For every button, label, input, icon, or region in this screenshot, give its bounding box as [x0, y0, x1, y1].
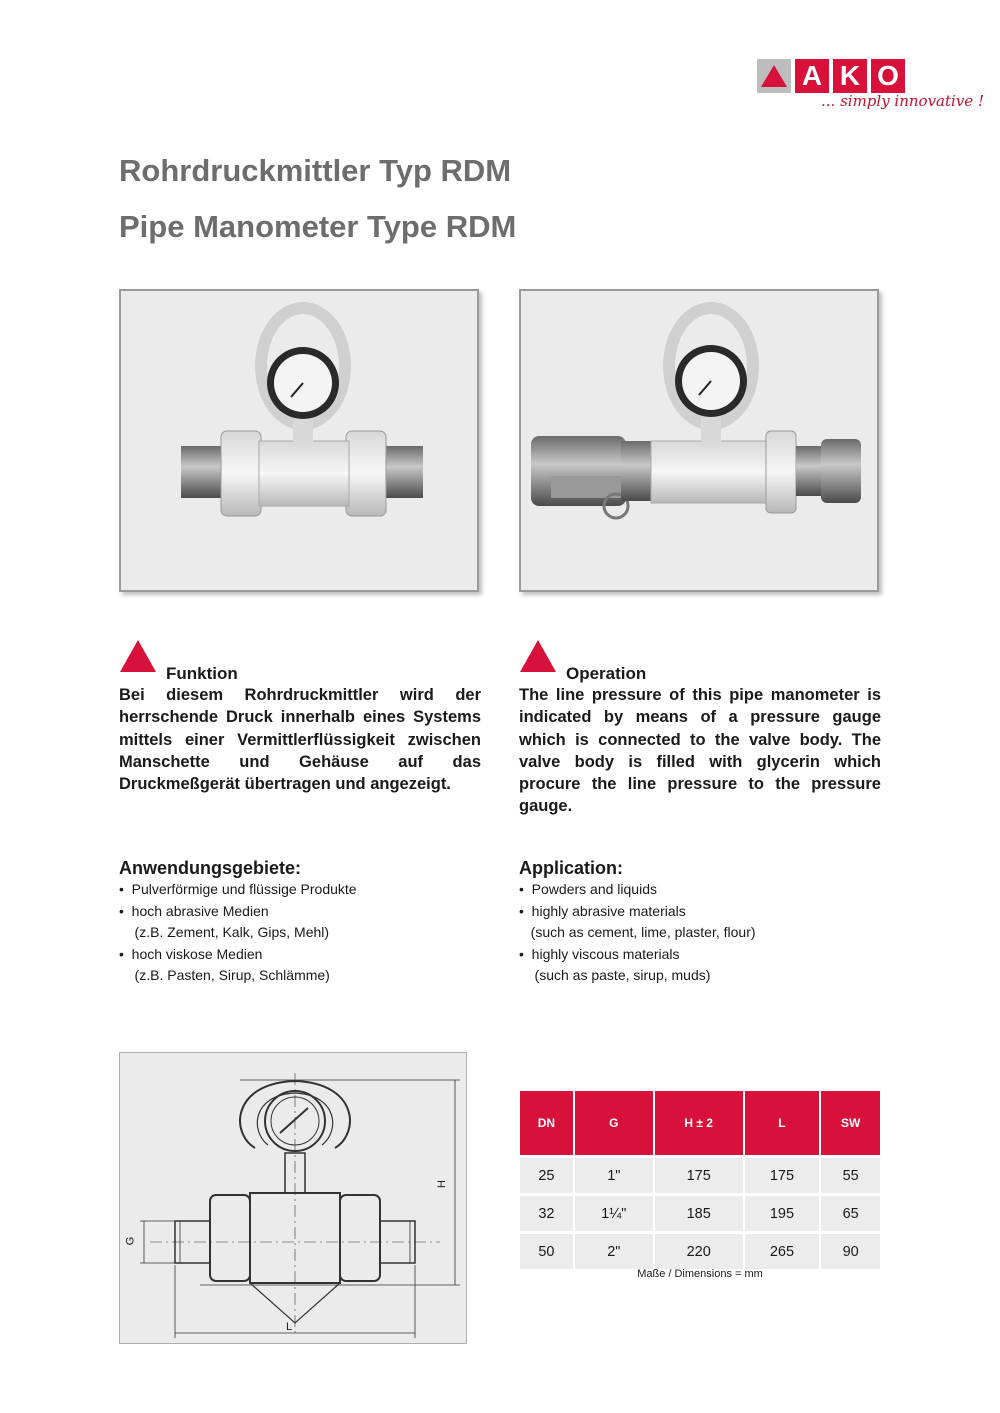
- logo-triangle-icon: [757, 59, 791, 93]
- warning-triangle-icon: [120, 640, 156, 672]
- table-row: [520, 1195, 880, 1233]
- table-footnote: Maße / Dimensions = mm: [637, 1268, 763, 1280]
- function-heading: Funktion: [166, 664, 238, 683]
- list-item: • highly viscous materials: [519, 945, 680, 962]
- list-item: (z.B. Zement, Kalk, Gips, Mehl): [119, 924, 330, 940]
- table-cell: 1": [574, 1157, 654, 1195]
- title-english: Pipe Manometer Type RDM: [119, 209, 517, 244]
- table-cell: 32: [520, 1195, 574, 1233]
- application-list-de: [119, 879, 357, 987]
- table-header-row: [520, 1091, 880, 1157]
- application-heading-en: Application:: [519, 858, 623, 878]
- column-header-dn: DN: [520, 1091, 574, 1157]
- table-cell: 175: [654, 1157, 744, 1195]
- ako-logo: [757, 59, 984, 119]
- title-german: Rohrdruckmittler Typ RDM: [119, 153, 512, 188]
- list-item: • Powders and liquids: [519, 881, 657, 897]
- dimension-label-g: G: [124, 1236, 137, 1246]
- table-row: [520, 1233, 880, 1270]
- table-row: [520, 1157, 880, 1195]
- column-header-sw: SW: [820, 1091, 880, 1157]
- list-item: • highly abrasive materials: [519, 902, 686, 919]
- list-item: (such as cement, lime, plaster, flour): [519, 924, 756, 940]
- table-cell: 185: [654, 1195, 744, 1233]
- table-cell: 90: [820, 1233, 880, 1270]
- table-cell: 220: [654, 1233, 744, 1270]
- product-photo-plain: [119, 289, 479, 592]
- dimension-label-l: L: [286, 1321, 293, 1333]
- column-header-l: L: [744, 1091, 821, 1157]
- table-cell: 2": [574, 1233, 654, 1270]
- column-header-h: H ± 2: [654, 1091, 744, 1157]
- operation-text: The line pressure of this pipe manometer is indicated by means of a pressure gauge which is connected to the valve body. The valve body is filled with glycerin which procure the line pressure to the pressure gauge.: [519, 686, 881, 816]
- logo-tagline: ... simply innovative !: [821, 92, 984, 110]
- logo-letter-o: O: [871, 59, 905, 93]
- application-list-en: [519, 879, 756, 987]
- table-cell: 25: [520, 1157, 574, 1195]
- list-item: • hoch abrasive Medien: [119, 902, 269, 919]
- column-header-g: G: [574, 1091, 654, 1157]
- application-heading-de: Anwendungsgebiete:: [119, 858, 302, 878]
- table-cell: 175: [744, 1157, 821, 1195]
- logo-letter-k: K: [833, 59, 867, 93]
- technical-drawing: [119, 1052, 467, 1344]
- table-cell: 195: [744, 1195, 821, 1233]
- operation-heading: Operation: [566, 664, 647, 683]
- table-cell: 65: [820, 1195, 880, 1233]
- table-cell: 50: [520, 1233, 574, 1270]
- warning-triangle-icon: [520, 640, 556, 672]
- table-cell: 265: [744, 1233, 821, 1270]
- dimension-label-h: H: [435, 1180, 448, 1188]
- list-item: (such as paste, sirup, muds): [519, 967, 711, 983]
- list-item: • Pulverförmige und flüssige Produkte: [119, 881, 357, 897]
- product-photo-coupling: [519, 289, 879, 592]
- list-item: • hoch viskose Medien: [119, 945, 263, 962]
- list-item: (z.B. Pasten, Sirup, Schlämme): [119, 967, 330, 983]
- table-cell: 1¼": [574, 1195, 654, 1233]
- function-text: Bei diesem Rohrdruckmittler wird der herrschende Druck innerhalb eines Systems mittels einer Vermittlerflüssigkeit zwischen Manschette und Gehäuse auf das Druckmeßgerät übertragen und angezeigt.: [119, 686, 481, 794]
- dimensions-table: [520, 1091, 880, 1269]
- logo-letter-a: A: [795, 59, 829, 93]
- table-cell: 55: [820, 1157, 880, 1195]
